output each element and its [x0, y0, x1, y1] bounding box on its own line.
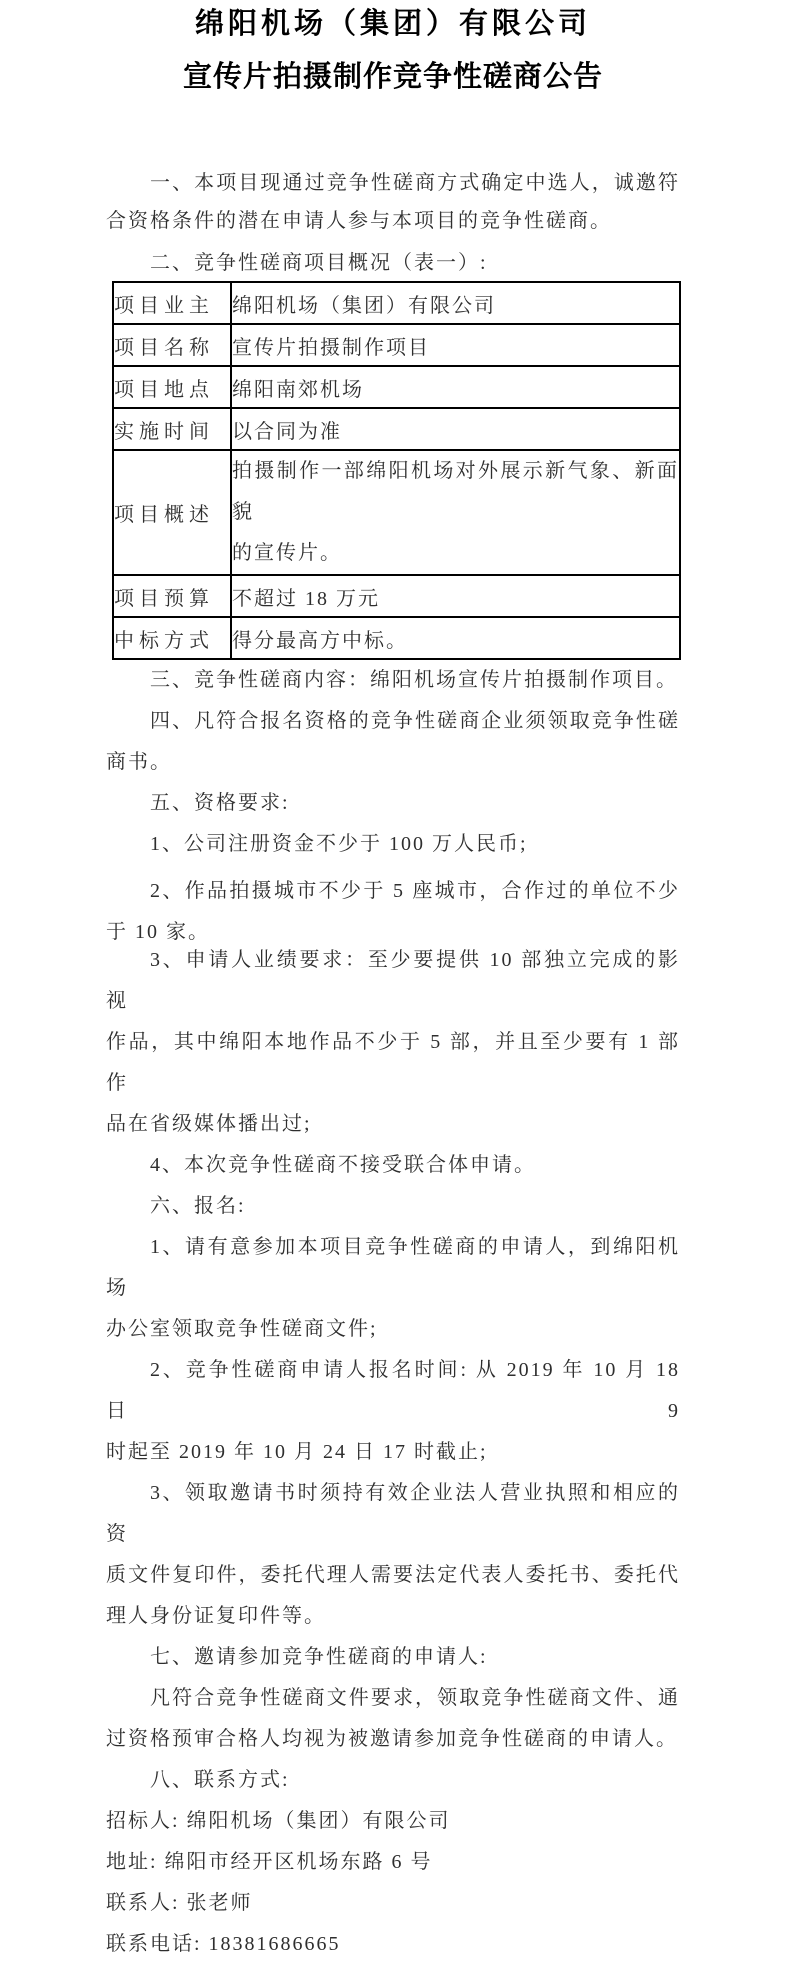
row-value: 不超过 18 万元: [231, 575, 680, 617]
text-line: 1、请有意参加本项目竞争性磋商的申请人，到绵阳机场: [106, 1236, 680, 1299]
text-line: 联系电话: 18381686665: [106, 1933, 341, 1955]
row-label: 项目概述: [113, 450, 231, 575]
text-line: 过资格预审合格人均视为被邀请参加竞争性磋商的申请人。: [106, 1728, 678, 1750]
text-line: 四、凡符合报名资格的竞争性磋商企业须领取竞争性磋: [150, 710, 680, 732]
section-3-content: [106, 660, 680, 701]
text-line: 3、领取邀请书时须持有效企业法人营业执照和相应的资: [106, 1482, 680, 1545]
text-line: 质文件复印件，委托代理人需要法定代表人委托书、委托代: [106, 1564, 680, 1586]
row-value: 宣传片拍摄制作项目: [231, 324, 680, 366]
row-label: 项目名称: [113, 324, 231, 366]
text-line: 作品，其中绵阳本地作品不少于 5 部，并且至少要有 1 部作: [106, 1031, 680, 1094]
section-8-heading-contact: [106, 1760, 680, 1801]
table-row-schedule: [113, 408, 680, 450]
text-line: 3、申请人业绩要求：至少要提供 10 部独立完成的影视: [106, 949, 680, 1012]
text-line: 地址: 绵阳市经开区机场东路 6 号: [106, 1851, 433, 1873]
row-value: 绵阳机场（集团）有限公司: [231, 282, 680, 324]
text-line: 二、竞争性磋商项目概况（表一）:: [150, 252, 488, 274]
text-line: 凡符合竞争性磋商文件要求，领取竞争性磋商文件、通: [150, 1687, 680, 1709]
contact-bidder-line: [106, 1801, 680, 1842]
section-6-heading-signup: [106, 1186, 680, 1227]
document-subtitle: 宣传片拍摄制作竞争性磋商公告: [182, 61, 603, 93]
row-value: 绵阳南郊机场: [231, 366, 680, 408]
table-row-award-method: [113, 617, 680, 659]
row-value: 以合同为准: [231, 408, 680, 450]
text-line: 联系人: 张老师: [106, 1892, 253, 1914]
row-label: 中标方式: [113, 617, 231, 659]
item-required-credentials: [106, 1473, 680, 1637]
text-line: 时起至 2019 年 10 月 24 日 17 时截止;: [106, 1441, 488, 1463]
text-line: 1、公司注册资金不少于 100 万人民币;: [150, 833, 528, 855]
section-7-body: [106, 1678, 680, 1760]
intro-paragraph: [106, 164, 680, 240]
text-line: 合资格条件的潜在申请人参与本项目的竞争性磋商。: [106, 210, 612, 232]
text-line: 2、作品拍摄城市不少于 5 座城市，合作过的单位不少: [150, 880, 680, 902]
contact-phone-line: [106, 1924, 680, 1965]
section-5-heading-qualifications: [106, 783, 680, 824]
text-line: 拍摄制作一部绵阳机场对外展示新气象、新面貌: [232, 460, 679, 523]
text-line: 五、资格要求:: [150, 792, 290, 814]
row-value: [231, 450, 680, 575]
text-line: 于 10 家。: [106, 921, 210, 943]
row-value: 得分最高方中标。: [231, 617, 680, 659]
text-line: 招标人: 绵阳机场（集团）有限公司: [106, 1810, 451, 1832]
overview-table: [112, 281, 681, 660]
text-line: 办公室领取竞争性磋商文件;: [106, 1318, 378, 1340]
text-line: 的宣传片。: [232, 542, 342, 564]
text-line: 4、本次竞争性磋商不接受联合体申请。: [150, 1154, 536, 1176]
row-label: 实施时间: [113, 408, 231, 450]
table-row-location: [113, 366, 680, 408]
text-line: 三、竞争性磋商内容：绵阳机场宣传片拍摄制作项目。: [150, 669, 678, 691]
section-4-registration-qualification: [106, 701, 680, 783]
table-row-project-name: [113, 324, 680, 366]
text-line: 品在省级媒体播出过;: [106, 1113, 312, 1135]
table-row-owner: [113, 282, 680, 324]
table-row-summary: [113, 450, 680, 575]
item-performance-requirement: [106, 940, 680, 1145]
row-label: 项目业主: [113, 282, 231, 324]
row-label: 项目预算: [113, 575, 231, 617]
contact-person-line: [106, 1883, 680, 1924]
item-signup-time: [106, 1350, 680, 1473]
item-registered-capital: [106, 824, 680, 865]
item-obtain-documents: [106, 1227, 680, 1350]
document-title: 绵阳机场（集团）有限公司: [194, 8, 591, 40]
text-line: 六、报名:: [150, 1195, 246, 1217]
text-line: 七、邀请参加竞争性磋商的申请人:: [150, 1646, 488, 1668]
section-7-heading-invited-applicants: [106, 1637, 680, 1678]
text-line: 商书。: [106, 751, 172, 773]
text-line: 理人身份证复印件等。: [106, 1605, 326, 1627]
item-no-consortium: [106, 1145, 680, 1186]
row-label: 项目地点: [113, 366, 231, 408]
text-line: 2、竞争性磋商申请人报名时间: 从 2019 年 10 月 18 日 9: [106, 1359, 680, 1422]
table-caption-paragraph: [106, 248, 680, 278]
text-line: 一、本项目现通过竞争性磋商方式确定中选人，诚邀符: [150, 172, 680, 194]
table-row-budget: [113, 575, 680, 617]
contact-address-line: [106, 1842, 680, 1883]
text-line: 八、联系方式:: [150, 1769, 290, 1791]
